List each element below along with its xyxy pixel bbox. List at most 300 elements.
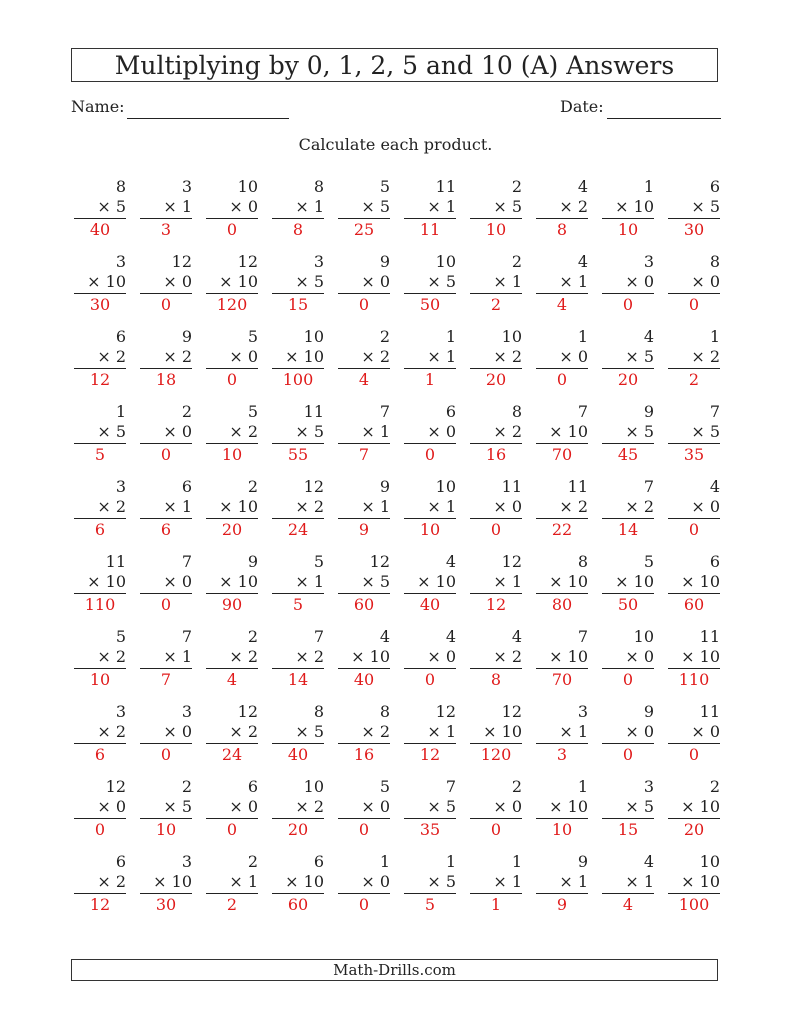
multiplicand: 10 xyxy=(633,627,654,646)
multiplier: × 0 xyxy=(668,497,720,519)
product-answer: 2 xyxy=(226,895,238,914)
product-answer: 9 xyxy=(556,895,568,914)
multiplicand: 11 xyxy=(303,402,324,421)
multiplicand: 1 xyxy=(511,852,522,871)
problem-item xyxy=(140,777,192,840)
multiplier: × 0 xyxy=(206,197,258,219)
product-answer: 20 xyxy=(683,820,705,839)
problem-item xyxy=(470,402,522,465)
multiplier: × 2 xyxy=(206,647,258,669)
multiplicand: 9 xyxy=(577,852,588,871)
multiplicand: 7 xyxy=(577,627,588,646)
multiplicand: 3 xyxy=(115,252,126,271)
problem-item xyxy=(404,177,456,240)
multiplier: × 2 xyxy=(338,722,390,744)
multiplicand: 5 xyxy=(643,552,654,571)
multiplicand: 3 xyxy=(643,777,654,796)
multiplicand: 5 xyxy=(247,327,258,346)
problem-item xyxy=(272,177,324,240)
problem-item xyxy=(338,702,390,765)
multiplier: × 2 xyxy=(470,347,522,369)
product-answer: 60 xyxy=(287,895,309,914)
multiplicand: 3 xyxy=(643,252,654,271)
product-answer: 0 xyxy=(358,295,370,314)
problem-item xyxy=(404,702,456,765)
worksheet-title: Multiplying by 0, 1, 2, 5 and 10 (A) Answers xyxy=(71,48,718,82)
problem-item xyxy=(272,327,324,390)
multiplier: × 0 xyxy=(338,272,390,294)
problem-item xyxy=(272,852,324,915)
multiplicand: 1 xyxy=(445,852,456,871)
multiplicand: 10 xyxy=(435,477,456,496)
multiplier: × 5 xyxy=(668,422,720,444)
multiplicand: 2 xyxy=(247,852,258,871)
product-answer: 0 xyxy=(424,670,436,689)
multiplicand: 8 xyxy=(577,552,588,571)
product-answer: 3 xyxy=(160,220,172,239)
product-answer: 60 xyxy=(683,595,705,614)
multiplier: × 0 xyxy=(470,497,522,519)
multiplier: × 1 xyxy=(470,572,522,594)
product-answer: 0 xyxy=(160,295,172,314)
product-answer: 24 xyxy=(221,745,243,764)
problem-item xyxy=(140,327,192,390)
multiplier: × 1 xyxy=(404,722,456,744)
multiplier: × 10 xyxy=(206,572,258,594)
product-answer: 20 xyxy=(221,520,243,539)
product-answer: 8 xyxy=(490,670,502,689)
multiplicand: 8 xyxy=(313,702,324,721)
product-answer: 0 xyxy=(556,370,568,389)
product-answer: 35 xyxy=(683,445,705,464)
product-answer: 12 xyxy=(485,595,507,614)
multiplier: × 10 xyxy=(74,572,126,594)
problem-item xyxy=(74,852,126,915)
product-answer: 0 xyxy=(226,370,238,389)
problem-item xyxy=(536,402,588,465)
problem-item xyxy=(536,777,588,840)
product-answer: 10 xyxy=(485,220,507,239)
problem-item xyxy=(206,702,258,765)
multiplier: × 2 xyxy=(602,497,654,519)
multiplicand: 7 xyxy=(577,402,588,421)
problem-item xyxy=(668,702,720,765)
multiplier: × 5 xyxy=(602,797,654,819)
multiplier: × 1 xyxy=(536,272,588,294)
problem-item xyxy=(272,702,324,765)
product-answer: 0 xyxy=(490,520,502,539)
multiplicand: 11 xyxy=(501,477,522,496)
multiplier: × 0 xyxy=(140,272,192,294)
multiplier: × 2 xyxy=(74,497,126,519)
multiplier: × 1 xyxy=(140,497,192,519)
multiplicand: 10 xyxy=(435,252,456,271)
multiplier: × 0 xyxy=(536,347,588,369)
multiplier: × 5 xyxy=(272,722,324,744)
problem-item xyxy=(140,477,192,540)
multiplier: × 2 xyxy=(74,722,126,744)
multiplicand: 9 xyxy=(379,252,390,271)
problem-item xyxy=(470,252,522,315)
multiplicand: 10 xyxy=(303,327,324,346)
product-answer: 7 xyxy=(358,445,370,464)
problem-item xyxy=(602,177,654,240)
product-answer: 1 xyxy=(424,370,436,389)
problem-item xyxy=(206,402,258,465)
name-label: Name: xyxy=(71,97,125,116)
multiplier: × 1 xyxy=(338,497,390,519)
multiplicand: 3 xyxy=(181,852,192,871)
multiplier: × 10 xyxy=(602,197,654,219)
product-answer: 0 xyxy=(622,745,634,764)
problem-item xyxy=(206,252,258,315)
problem-item xyxy=(272,402,324,465)
product-answer: 20 xyxy=(485,370,507,389)
problem-item xyxy=(74,477,126,540)
multiplier: × 0 xyxy=(668,272,720,294)
multiplier: × 10 xyxy=(404,572,456,594)
multiplier: × 5 xyxy=(338,197,390,219)
problem-item xyxy=(338,402,390,465)
multiplicand: 12 xyxy=(105,777,126,796)
multiplier: × 1 xyxy=(470,272,522,294)
problem-item xyxy=(536,702,588,765)
multiplicand: 11 xyxy=(567,477,588,496)
multiplier: × 5 xyxy=(602,422,654,444)
product-answer: 20 xyxy=(617,370,639,389)
multiplier: × 1 xyxy=(602,872,654,894)
problem-item xyxy=(668,477,720,540)
problem-item xyxy=(338,852,390,915)
product-answer: 20 xyxy=(287,820,309,839)
multiplier: × 0 xyxy=(140,722,192,744)
product-answer: 18 xyxy=(155,370,177,389)
multiplier: × 5 xyxy=(338,572,390,594)
problem-item xyxy=(206,852,258,915)
multiplier: × 2 xyxy=(206,422,258,444)
product-answer: 40 xyxy=(89,220,111,239)
problem-item xyxy=(272,252,324,315)
multiplicand: 5 xyxy=(379,777,390,796)
problem-item xyxy=(140,852,192,915)
product-answer: 0 xyxy=(688,295,700,314)
multiplicand: 6 xyxy=(445,402,456,421)
problem-item xyxy=(602,252,654,315)
multiplier: × 0 xyxy=(338,797,390,819)
problem-item xyxy=(338,552,390,615)
product-answer: 90 xyxy=(221,595,243,614)
multiplier: × 2 xyxy=(536,497,588,519)
multiplier: × 10 xyxy=(338,647,390,669)
product-answer: 5 xyxy=(292,595,304,614)
problem-item xyxy=(536,177,588,240)
product-answer: 55 xyxy=(287,445,309,464)
multiplier: × 2 xyxy=(74,647,126,669)
multiplicand: 10 xyxy=(501,327,522,346)
product-answer: 0 xyxy=(160,745,172,764)
product-answer: 0 xyxy=(688,745,700,764)
multiplicand: 4 xyxy=(577,177,588,196)
multiplier: × 0 xyxy=(602,722,654,744)
product-answer: 0 xyxy=(490,820,502,839)
problem-item xyxy=(404,327,456,390)
multiplier: × 2 xyxy=(470,647,522,669)
multiplicand: 8 xyxy=(115,177,126,196)
problem-item xyxy=(74,327,126,390)
problem-item xyxy=(74,702,126,765)
product-answer: 4 xyxy=(358,370,370,389)
problem-item xyxy=(74,402,126,465)
multiplicand: 4 xyxy=(445,552,456,571)
multiplicand: 2 xyxy=(511,777,522,796)
multiplier: × 5 xyxy=(404,797,456,819)
multiplicand: 6 xyxy=(313,852,324,871)
multiplicand: 1 xyxy=(379,852,390,871)
multiplier: × 10 xyxy=(206,497,258,519)
problem-item xyxy=(470,777,522,840)
multiplicand: 7 xyxy=(445,777,456,796)
multiplier: × 0 xyxy=(140,572,192,594)
multiplier: × 1 xyxy=(140,197,192,219)
product-answer: 120 xyxy=(216,295,248,314)
problem-item xyxy=(338,627,390,690)
product-answer: 0 xyxy=(622,670,634,689)
multiplicand: 1 xyxy=(445,327,456,346)
multiplicand: 2 xyxy=(511,252,522,271)
product-answer: 6 xyxy=(94,520,106,539)
product-answer: 50 xyxy=(419,295,441,314)
product-answer: 0 xyxy=(226,220,238,239)
multiplicand: 3 xyxy=(181,702,192,721)
problem-item xyxy=(470,627,522,690)
multiplier: × 0 xyxy=(602,272,654,294)
problem-item xyxy=(338,252,390,315)
product-answer: 10 xyxy=(419,520,441,539)
multiplicand: 2 xyxy=(511,177,522,196)
problem-item xyxy=(74,552,126,615)
problem-item xyxy=(272,552,324,615)
multiplier: × 10 xyxy=(536,647,588,669)
multiplier: × 10 xyxy=(668,797,720,819)
multiplicand: 2 xyxy=(181,402,192,421)
product-answer: 24 xyxy=(287,520,309,539)
product-answer: 4 xyxy=(556,295,568,314)
multiplicand: 11 xyxy=(435,177,456,196)
multiplicand: 12 xyxy=(171,252,192,271)
multiplicand: 6 xyxy=(181,477,192,496)
multiplier: × 10 xyxy=(206,272,258,294)
product-answer: 0 xyxy=(226,820,238,839)
multiplier: × 2 xyxy=(74,347,126,369)
product-answer: 110 xyxy=(84,595,116,614)
multiplicand: 6 xyxy=(709,552,720,571)
problem-item xyxy=(338,177,390,240)
multiplicand: 2 xyxy=(379,327,390,346)
multiplicand: 4 xyxy=(643,327,654,346)
multiplier: × 1 xyxy=(140,647,192,669)
multiplier: × 0 xyxy=(74,797,126,819)
problem-item xyxy=(272,477,324,540)
multiplier: × 1 xyxy=(536,722,588,744)
problem-item xyxy=(206,627,258,690)
problem-item xyxy=(404,252,456,315)
multiplier: × 2 xyxy=(206,722,258,744)
product-answer: 7 xyxy=(160,670,172,689)
multiplicand: 11 xyxy=(105,552,126,571)
multiplicand: 12 xyxy=(303,477,324,496)
multiplier: × 0 xyxy=(206,797,258,819)
product-answer: 60 xyxy=(353,595,375,614)
problem-item xyxy=(206,777,258,840)
multiplier: × 1 xyxy=(272,197,324,219)
problem-item xyxy=(404,477,456,540)
product-answer: 5 xyxy=(424,895,436,914)
multiplier: × 1 xyxy=(206,872,258,894)
problem-item xyxy=(74,627,126,690)
product-answer: 120 xyxy=(480,745,512,764)
problem-item xyxy=(470,177,522,240)
problem-item xyxy=(668,252,720,315)
multiplier: × 1 xyxy=(404,347,456,369)
problem-item xyxy=(602,627,654,690)
multiplicand: 6 xyxy=(115,852,126,871)
multiplier: × 5 xyxy=(404,872,456,894)
multiplicand: 9 xyxy=(643,702,654,721)
multiplier: × 5 xyxy=(272,422,324,444)
problem-item xyxy=(470,552,522,615)
multiplicand: 9 xyxy=(379,477,390,496)
multiplier: × 5 xyxy=(74,197,126,219)
problem-item xyxy=(338,777,390,840)
multiplier: × 10 xyxy=(272,872,324,894)
multiplicand: 6 xyxy=(247,777,258,796)
product-answer: 40 xyxy=(353,670,375,689)
problem-item xyxy=(536,252,588,315)
problem-item xyxy=(668,327,720,390)
multiplier: × 2 xyxy=(668,347,720,369)
problem-item xyxy=(272,777,324,840)
problem-item xyxy=(338,477,390,540)
product-answer: 8 xyxy=(292,220,304,239)
problem-item xyxy=(404,402,456,465)
product-answer: 4 xyxy=(622,895,634,914)
problem-item xyxy=(470,327,522,390)
problem-item xyxy=(668,852,720,915)
product-answer: 4 xyxy=(226,670,238,689)
product-answer: 2 xyxy=(688,370,700,389)
problem-item xyxy=(470,477,522,540)
multiplicand: 4 xyxy=(577,252,588,271)
multiplicand: 3 xyxy=(313,252,324,271)
problem-item xyxy=(668,627,720,690)
multiplier: × 0 xyxy=(404,422,456,444)
multiplier: × 10 xyxy=(140,872,192,894)
multiplicand: 12 xyxy=(501,702,522,721)
multiplicand: 3 xyxy=(115,477,126,496)
product-answer: 30 xyxy=(155,895,177,914)
multiplicand: 8 xyxy=(511,402,522,421)
product-answer: 11 xyxy=(419,220,441,239)
multiplicand: 12 xyxy=(237,702,258,721)
problem-item xyxy=(602,402,654,465)
multiplier: × 10 xyxy=(602,572,654,594)
multiplicand: 8 xyxy=(313,177,324,196)
multiplicand: 5 xyxy=(313,552,324,571)
product-answer: 70 xyxy=(551,445,573,464)
product-answer: 80 xyxy=(551,595,573,614)
product-answer: 0 xyxy=(424,445,436,464)
multiplier: × 1 xyxy=(404,197,456,219)
multiplicand: 3 xyxy=(115,702,126,721)
problem-item xyxy=(404,777,456,840)
product-answer: 12 xyxy=(89,895,111,914)
multiplier: × 5 xyxy=(272,272,324,294)
multiplicand: 12 xyxy=(501,552,522,571)
product-answer: 50 xyxy=(617,595,639,614)
product-answer: 12 xyxy=(419,745,441,764)
multiplier: × 2 xyxy=(338,347,390,369)
problem-item xyxy=(206,552,258,615)
problem-item xyxy=(140,177,192,240)
multiplicand: 2 xyxy=(709,777,720,796)
problem-item xyxy=(272,627,324,690)
product-answer: 16 xyxy=(353,745,375,764)
problem-item xyxy=(470,852,522,915)
product-answer: 25 xyxy=(353,220,375,239)
product-answer: 0 xyxy=(688,520,700,539)
problem-item xyxy=(140,402,192,465)
multiplier: × 2 xyxy=(272,497,324,519)
multiplier: × 5 xyxy=(602,347,654,369)
product-answer: 16 xyxy=(485,445,507,464)
multiplier: × 1 xyxy=(404,497,456,519)
product-answer: 22 xyxy=(551,520,573,539)
product-answer: 0 xyxy=(622,295,634,314)
multiplier: × 2 xyxy=(272,647,324,669)
problem-item xyxy=(602,477,654,540)
multiplicand: 6 xyxy=(115,327,126,346)
multiplier: × 10 xyxy=(668,872,720,894)
product-answer: 30 xyxy=(683,220,705,239)
product-answer: 0 xyxy=(94,820,106,839)
product-answer: 3 xyxy=(556,745,568,764)
multiplier: × 10 xyxy=(668,572,720,594)
multiplier: × 2 xyxy=(536,197,588,219)
multiplicand: 4 xyxy=(709,477,720,496)
problem-item xyxy=(536,852,588,915)
problem-item xyxy=(140,627,192,690)
multiplicand: 10 xyxy=(699,852,720,871)
multiplier: × 0 xyxy=(470,797,522,819)
problem-item xyxy=(74,177,126,240)
product-answer: 45 xyxy=(617,445,639,464)
multiplicand: 12 xyxy=(237,252,258,271)
multiplier: × 0 xyxy=(140,422,192,444)
product-answer: 6 xyxy=(160,520,172,539)
product-answer: 15 xyxy=(287,295,309,314)
product-answer: 5 xyxy=(94,445,106,464)
multiplicand: 5 xyxy=(247,402,258,421)
product-answer: 10 xyxy=(551,820,573,839)
problem-item xyxy=(140,702,192,765)
problem-item xyxy=(74,777,126,840)
footer: Math-Drills.com xyxy=(71,959,718,981)
problem-item xyxy=(74,252,126,315)
problem-item xyxy=(140,252,192,315)
multiplier: × 1 xyxy=(536,872,588,894)
multiplier: × 1 xyxy=(338,422,390,444)
multiplier: × 2 xyxy=(140,347,192,369)
